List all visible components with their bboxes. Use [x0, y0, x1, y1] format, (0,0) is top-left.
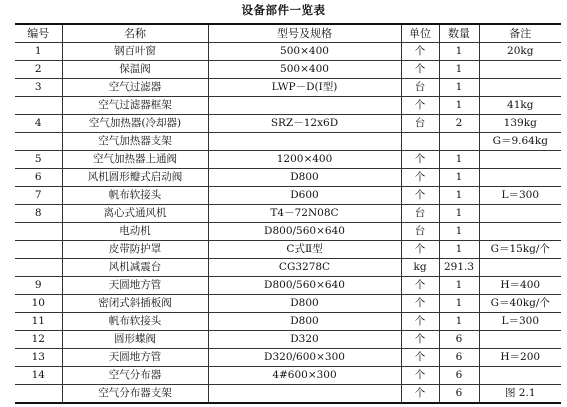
- cell-no: 10: [15, 295, 62, 313]
- cell-model: D800/560×640: [208, 223, 401, 241]
- cell-unit: 台: [401, 205, 439, 223]
- cell-name: 帆布软接头: [62, 313, 208, 331]
- cell-qty: 1: [439, 295, 479, 313]
- cell-note: [479, 151, 561, 169]
- cell-qty: 1: [439, 313, 479, 331]
- table-row: [15, 79, 561, 97]
- cell-model: SRZ－12x6D: [208, 115, 401, 133]
- cell-note: [479, 367, 561, 385]
- cell-note: H＝200: [479, 349, 561, 367]
- cell-name: 电动机: [62, 223, 208, 241]
- cell-model: D800: [208, 313, 401, 331]
- header-model: 型号及规格: [208, 24, 401, 43]
- cell-qty: 1: [439, 79, 479, 97]
- cell-unit: 台: [401, 223, 439, 241]
- cell-note: [479, 205, 561, 223]
- cell-no: 4: [15, 115, 62, 133]
- cell-note: 41kg: [479, 97, 561, 115]
- cell-model: D800/560×640: [208, 277, 401, 295]
- header-note: 备注: [479, 24, 561, 43]
- table-row: [15, 43, 561, 61]
- cell-note: G＝9.64kg: [479, 133, 561, 151]
- cell-name: 钢百叶窗: [62, 43, 208, 61]
- cell-unit: 个: [401, 331, 439, 349]
- cell-qty: 1: [439, 61, 479, 79]
- cell-no: 3: [15, 79, 62, 97]
- cell-unit: 个: [401, 385, 439, 404]
- cell-no: [15, 223, 62, 241]
- cell-no: [15, 133, 62, 151]
- cell-unit: 个: [401, 367, 439, 385]
- cell-qty: 291.3: [439, 259, 479, 277]
- table-row: [15, 115, 561, 133]
- cell-name: 密闭式斜插板阀: [62, 295, 208, 313]
- cell-model: D800: [208, 169, 401, 187]
- table-row: [15, 241, 561, 259]
- table-row: [15, 133, 561, 151]
- cell-note: [479, 169, 561, 187]
- cell-name: 空气过滤器框架: [62, 97, 208, 115]
- cell-no: 13: [15, 349, 62, 367]
- cell-no: [15, 241, 62, 259]
- cell-no: 6: [15, 169, 62, 187]
- cell-no: 1: [15, 43, 62, 61]
- cell-note: [479, 223, 561, 241]
- cell-name: 保温阀: [62, 61, 208, 79]
- table-title: 设备部件一览表: [241, 3, 326, 17]
- cell-unit: 个: [401, 277, 439, 295]
- table-row: [15, 367, 561, 385]
- cell-qty: 1: [439, 187, 479, 205]
- table-row: [15, 385, 561, 404]
- cell-note: 图 2.1: [479, 385, 561, 404]
- cell-no: 5: [15, 151, 62, 169]
- cell-name: 空气分布器支架: [62, 385, 208, 404]
- cell-unit: 个: [401, 169, 439, 187]
- cell-qty: 1: [439, 277, 479, 295]
- table-row: [15, 169, 561, 187]
- cell-qty: 1: [439, 241, 479, 259]
- cell-no: [15, 97, 62, 115]
- header-unit: 单位: [401, 24, 439, 43]
- cell-model: C式Ⅱ型: [208, 241, 401, 259]
- cell-name: 空气加热器(冷却器): [62, 115, 208, 133]
- cell-unit: 个: [401, 295, 439, 313]
- header-no: 编号: [15, 24, 62, 43]
- cell-name: 风机圆形瓣式启动阀: [62, 169, 208, 187]
- header-name: 名称: [62, 24, 208, 43]
- cell-qty: 1: [439, 97, 479, 115]
- cell-model: 500×400: [208, 61, 401, 79]
- table-row: [15, 349, 561, 367]
- cell-name: 空气过滤器: [62, 79, 208, 97]
- cell-unit: 台: [401, 79, 439, 97]
- table-row: [15, 331, 561, 349]
- cell-unit: 个: [401, 61, 439, 79]
- cell-note: H＝400: [479, 277, 561, 295]
- cell-qty: 6: [439, 367, 479, 385]
- cell-unit: 个: [401, 43, 439, 61]
- cell-model: LWP－D(Ⅰ型): [208, 79, 401, 97]
- cell-unit: 台: [401, 115, 439, 133]
- cell-name: 空气加热器上通阀: [62, 151, 208, 169]
- cell-qty: 1: [439, 151, 479, 169]
- cell-unit: [401, 133, 439, 151]
- table-header-row: [15, 24, 561, 43]
- cell-note: [479, 79, 561, 97]
- cell-name: 天圆地方管: [62, 349, 208, 367]
- cell-name: 天圆地方管: [62, 277, 208, 295]
- table-row: [15, 205, 561, 223]
- cell-qty: 6: [439, 385, 479, 404]
- cell-unit: 个: [401, 151, 439, 169]
- table-row: [15, 61, 561, 79]
- cell-qty: [439, 133, 479, 151]
- cell-unit: 个: [401, 241, 439, 259]
- cell-name: 帆布软接头: [62, 187, 208, 205]
- cell-name: 空气分布器: [62, 367, 208, 385]
- cell-no: 8: [15, 205, 62, 223]
- cell-qty: 1: [439, 169, 479, 187]
- cell-unit: kg: [401, 259, 439, 277]
- cell-qty: 1: [439, 43, 479, 61]
- table-row: [15, 295, 561, 313]
- cell-model: CG3278C: [208, 259, 401, 277]
- table-row: [15, 97, 561, 115]
- cell-no: 9: [15, 277, 62, 295]
- parts-table: [15, 23, 561, 404]
- table-row: [15, 277, 561, 295]
- cell-unit: 个: [401, 97, 439, 115]
- cell-name: 风机减震台: [62, 259, 208, 277]
- cell-qty: 6: [439, 331, 479, 349]
- cell-name: 皮带防护罩: [62, 241, 208, 259]
- cell-name: 圆形蝶阀: [62, 331, 208, 349]
- table-row: [15, 259, 561, 277]
- cell-no: 14: [15, 367, 62, 385]
- cell-model: [208, 385, 401, 404]
- cell-name: 离心式通风机: [62, 205, 208, 223]
- cell-model: D600: [208, 187, 401, 205]
- cell-qty: 6: [439, 349, 479, 367]
- cell-unit: 个: [401, 349, 439, 367]
- cell-no: 2: [15, 61, 62, 79]
- cell-note: 139kg: [479, 115, 561, 133]
- cell-model: 1200×400: [208, 151, 401, 169]
- cell-model: D320/600×300: [208, 349, 401, 367]
- cell-note: [479, 331, 561, 349]
- cell-note: L＝300: [479, 313, 561, 331]
- cell-unit: 个: [401, 187, 439, 205]
- cell-note: G＝40kg/个: [479, 295, 561, 313]
- table-body: [15, 43, 561, 404]
- cell-model: [208, 97, 401, 115]
- cell-model: T4－72N08C: [208, 205, 401, 223]
- table-row: [15, 313, 561, 331]
- cell-note: [479, 259, 561, 277]
- cell-note: [479, 61, 561, 79]
- cell-unit: 个: [401, 313, 439, 331]
- cell-no: 11: [15, 313, 62, 331]
- cell-qty: 1: [439, 223, 479, 241]
- cell-model: D320: [208, 331, 401, 349]
- table-row: [15, 223, 561, 241]
- cell-note: G＝15kg/个: [479, 241, 561, 259]
- cell-model: 4#600×300: [208, 367, 401, 385]
- cell-no: [15, 259, 62, 277]
- cell-no: [15, 385, 62, 404]
- cell-model: D800: [208, 295, 401, 313]
- cell-qty: 2: [439, 115, 479, 133]
- cell-qty: 1: [439, 205, 479, 223]
- cell-note: L＝300: [479, 187, 561, 205]
- cell-note: 20kg: [479, 43, 561, 61]
- cell-no: 12: [15, 331, 62, 349]
- header-qty: 数量: [439, 24, 479, 43]
- table-row: [15, 151, 561, 169]
- cell-no: 7: [15, 187, 62, 205]
- cell-model: 500×400: [208, 43, 401, 61]
- cell-model: [208, 133, 401, 151]
- cell-name: 空气加热器支架: [62, 133, 208, 151]
- table-row: [15, 187, 561, 205]
